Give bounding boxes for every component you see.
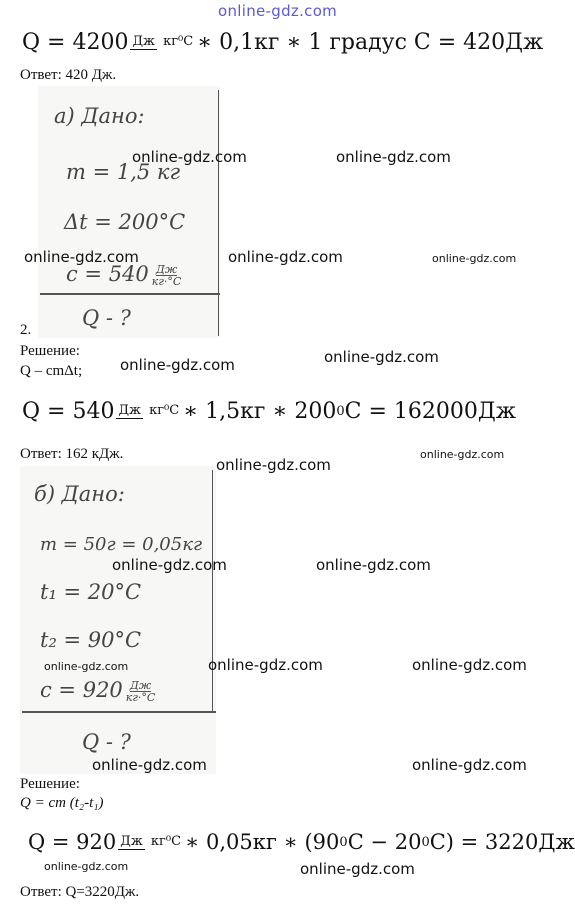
- given-b-c-left: c = 920: [40, 678, 123, 702]
- formula-3-mid2: С − 20: [347, 830, 422, 854]
- formula-2-tail: С = 162000Дж: [344, 399, 517, 424]
- formula-3-tail: С) = 3220Дж: [429, 830, 575, 854]
- watermark[interactable]: online-gdz.com: [44, 660, 129, 673]
- formula-1-lhs: Q = 4200: [22, 30, 129, 55]
- watermark[interactable]: online-gdz.com: [208, 656, 323, 674]
- formula-3-fraction: [118, 835, 183, 850]
- watermark[interactable]: online-gdz.com: [112, 556, 227, 574]
- watermark[interactable]: online-gdz.com: [44, 860, 129, 873]
- given-b-c-num: Дж: [129, 679, 152, 692]
- given-a-c-num: Дж: [155, 263, 178, 276]
- given-b-t1: t₁ = 20°C: [40, 580, 142, 604]
- formula-3: [28, 830, 575, 854]
- item-number: 2.: [20, 322, 32, 338]
- watermark[interactable]: online-gdz.com: [24, 248, 139, 266]
- formula-3-mid: ∗ 0,05кг ∗ (90: [185, 830, 340, 854]
- given-b-divider: [22, 711, 216, 713]
- formula-1-frac-num: Дж: [132, 34, 155, 49]
- solution-label-b: Решение:: [20, 776, 80, 792]
- formula-1-rhs: ∗ 0,1кг ∗ 1 градус С = 420Дж: [197, 30, 544, 55]
- watermark[interactable]: online-gdz.com: [336, 148, 451, 166]
- given-a-title: а) Дано:: [54, 104, 145, 128]
- given-a-vertical-line: [218, 90, 219, 336]
- formula-3-lhs: Q = 920: [28, 830, 117, 854]
- formula-2-sup: 0: [336, 404, 345, 419]
- formula-2-lhs: Q = 540: [22, 399, 115, 424]
- given-a-c-left: c = 540: [66, 262, 149, 286]
- watermark[interactable]: online-gdz.com: [216, 456, 331, 474]
- watermark[interactable]: online-gdz.com: [412, 756, 527, 774]
- formula-text-b: Q = cm (t₂-t₁): [20, 795, 104, 811]
- formula-text: Q – cmΔt;: [20, 363, 83, 379]
- watermark[interactable]: online-gdz.com: [300, 860, 415, 878]
- formula-2: [22, 399, 516, 424]
- formula-2-fraction: [116, 404, 181, 419]
- watermark[interactable]: online-gdz.com: [324, 348, 439, 366]
- given-a-mass: m = 1,5 кг: [66, 160, 181, 184]
- given-a-question: Q - ?: [82, 306, 131, 330]
- answer-3: Ответ: Q=3220Дж.: [20, 884, 140, 900]
- given-a-divider: [40, 293, 220, 295]
- given-b-question: Q - ?: [82, 730, 131, 754]
- formula-2-frac-den: кг⁰С: [149, 403, 180, 418]
- formula-1-fraction: [130, 35, 195, 50]
- watermark[interactable]: online-gdz.com: [120, 356, 235, 374]
- answer-1: Ответ: 420 Дж.: [20, 67, 117, 83]
- given-b-mass: m = 50г = 0,05кг: [40, 534, 203, 555]
- formula-3-frac-den: кг⁰С: [150, 833, 182, 849]
- given-b-c-den: кг·°С: [125, 691, 156, 704]
- formula-3-sup2: 0: [421, 834, 430, 850]
- given-b-c-unit: [126, 680, 156, 703]
- answer-2: Ответ: 162 кДж.: [20, 446, 124, 462]
- solution-label: Решение:: [20, 343, 80, 359]
- given-b-specific-heat: [40, 678, 155, 703]
- formula-3-frac-num: Дж: [120, 833, 143, 849]
- watermark[interactable]: online-gdz.com: [432, 252, 517, 265]
- watermark[interactable]: online-gdz.com: [412, 656, 527, 674]
- given-b-title: б) Дано:: [34, 482, 125, 506]
- given-a-delta-t: Δt = 200°C: [64, 210, 186, 234]
- given-b-vertical-line: [212, 470, 213, 712]
- handwritten-given-b: [20, 466, 216, 774]
- given-a-c-unit: [152, 264, 182, 287]
- watermark[interactable]: online-gdz.com: [420, 448, 505, 461]
- given-a-c-den: кг·°С: [151, 275, 182, 288]
- formula-3-sup1: 0: [339, 834, 348, 850]
- watermark[interactable]: online-gdz.com: [228, 248, 343, 266]
- formula-1-frac-den: кг⁰С: [163, 34, 194, 49]
- watermark[interactable]: online-gdz.com: [132, 148, 247, 166]
- formula-1: [22, 30, 543, 55]
- watermark-top[interactable]: online-gdz.com: [218, 2, 338, 20]
- watermark[interactable]: online-gdz.com: [92, 756, 207, 774]
- watermark[interactable]: online-gdz.com: [316, 556, 431, 574]
- formula-2-frac-num: Дж: [118, 403, 141, 418]
- formula-2-rhs: ∗ 1,5кг ∗ 200: [183, 399, 337, 424]
- given-b-t2: t₂ = 90°C: [40, 628, 142, 652]
